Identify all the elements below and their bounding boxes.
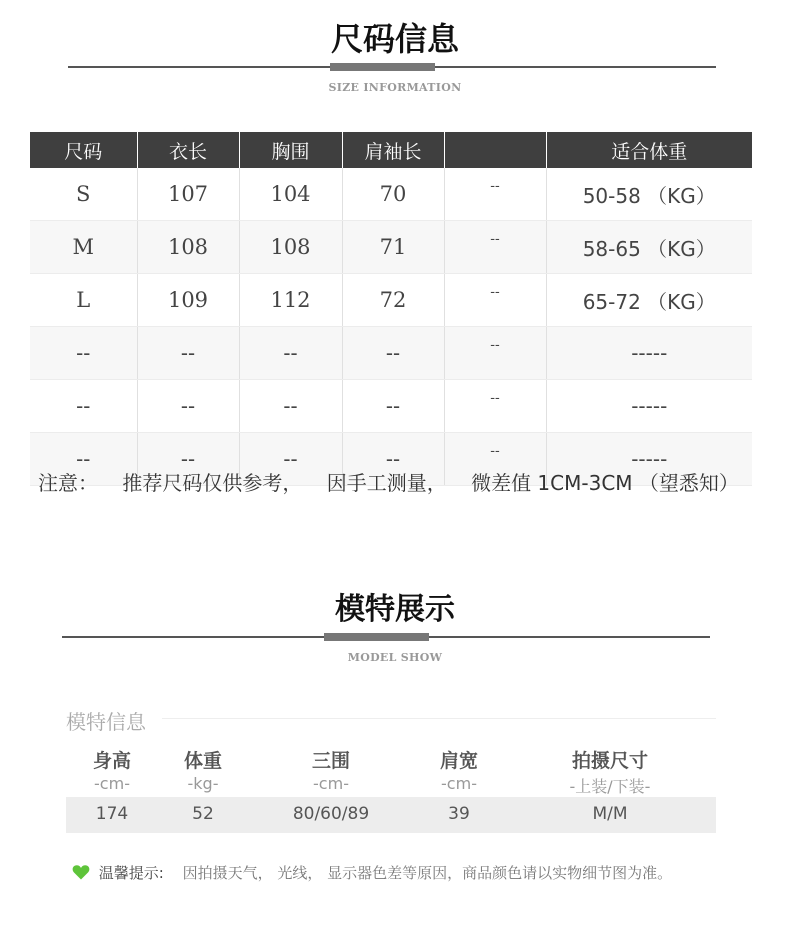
header-chest: 胸围	[239, 132, 342, 168]
cell-length: 107	[137, 168, 239, 221]
header-size: 尺码	[30, 132, 137, 168]
table-row	[30, 380, 752, 433]
header-blank	[444, 132, 546, 168]
size-note	[38, 467, 757, 496]
table-row	[30, 168, 752, 221]
cell-size: --	[30, 380, 137, 433]
model-section-title: 模特展示	[335, 592, 455, 627]
cell-size: M	[30, 221, 137, 274]
cell-shoulder-sleeve: --	[342, 433, 444, 486]
note-part: 微差值 1CM-3CM （望悉知）	[471, 471, 739, 495]
cell-chest: 112	[239, 274, 342, 327]
cell-size: L	[30, 274, 137, 327]
cell-shoulder-sleeve: --	[342, 380, 444, 433]
size-section-subtitle: SIZE INFORMATION	[328, 81, 462, 94]
cell-shoulder-sleeve: 72	[342, 274, 444, 327]
cell-weight: -----	[546, 433, 752, 486]
model-section-subtitle: MODEL SHOW	[347, 651, 443, 664]
cell-chest: --	[239, 327, 342, 380]
model-col-shoot-size-value: M/M	[592, 804, 628, 824]
header-length: 衣长	[137, 132, 239, 168]
header-shoulder-sleeve: 肩袖长	[342, 132, 444, 168]
heart-icon	[72, 863, 90, 881]
cell-length: --	[137, 380, 239, 433]
model-col-measurements-unit: -cm-	[313, 774, 349, 793]
model-col-measurements-value: 80/60/89	[292, 804, 370, 824]
size-section-title: 尺码信息	[330, 20, 459, 58]
note-part: 因手工测量，	[326, 471, 447, 495]
cell-length: --	[137, 327, 239, 380]
cell-length: --	[137, 433, 239, 486]
model-col-height-unit: -cm-	[94, 774, 130, 793]
cell-weight: 50-58 （KG）	[546, 168, 752, 221]
model-col-weight-label: 体重	[183, 750, 222, 772]
cell-size: S	[30, 168, 137, 221]
model-col-height-label: 身高	[92, 750, 131, 772]
cell-chest: 104	[239, 168, 342, 221]
model-info-divider	[162, 718, 716, 719]
cell-length: 109	[137, 274, 239, 327]
cell-blank: --	[444, 274, 546, 327]
note-label: 注意：	[38, 471, 98, 495]
cell-blank: --	[444, 221, 546, 274]
header-weight: 适合体重	[546, 132, 752, 168]
cell-weight: -----	[546, 327, 752, 380]
model-col-weight-unit: -kg-	[187, 774, 219, 793]
cell-shoulder-sleeve: 71	[342, 221, 444, 274]
model-col-shoulder-value: 39	[448, 804, 470, 824]
cell-weight: 65-72 （KG）	[546, 274, 752, 327]
model-col-shoot-size-label: 拍摄尺寸	[571, 750, 648, 772]
tip-text: 因拍摄天气， 光线， 显示器色差等原因，商品颜色请以实物细节图为准。	[182, 864, 673, 882]
cell-size: --	[30, 433, 137, 486]
note-part: 推荐尺码仅供参考，	[122, 471, 303, 495]
size-table-header-row	[30, 132, 752, 168]
warm-tip	[72, 862, 672, 883]
cell-blank: --	[444, 168, 546, 221]
cell-chest: --	[239, 380, 342, 433]
cell-blank: --	[444, 380, 546, 433]
table-row	[30, 274, 752, 327]
cell-blank: --	[444, 433, 546, 486]
table-row	[30, 221, 752, 274]
model-col-shoulder-unit: -cm-	[441, 774, 477, 793]
cell-weight: -----	[546, 380, 752, 433]
model-col-shoulder-label: 肩宽	[439, 750, 478, 772]
cell-chest: --	[239, 433, 342, 486]
table-row	[30, 327, 752, 380]
model-info-label: 模特信息	[66, 710, 146, 734]
model-col-height-value: 174	[95, 804, 129, 824]
cell-length: 108	[137, 221, 239, 274]
model-title-rule-accent	[324, 633, 429, 641]
cell-weight: 58-65 （KG）	[546, 221, 752, 274]
cell-size: --	[30, 327, 137, 380]
cell-chest: 108	[239, 221, 342, 274]
cell-blank: --	[444, 327, 546, 380]
cell-shoulder-sleeve: --	[342, 327, 444, 380]
model-col-shoot-size-unit: -上装/下装-	[569, 777, 651, 796]
cell-shoulder-sleeve: 70	[342, 168, 444, 221]
size-title-rule-accent	[330, 63, 435, 71]
model-col-measurements-label: 三围	[311, 750, 350, 772]
tip-label: 温馨提示:	[98, 864, 164, 882]
size-table	[30, 132, 752, 486]
model-col-weight-value: 52	[192, 804, 214, 824]
